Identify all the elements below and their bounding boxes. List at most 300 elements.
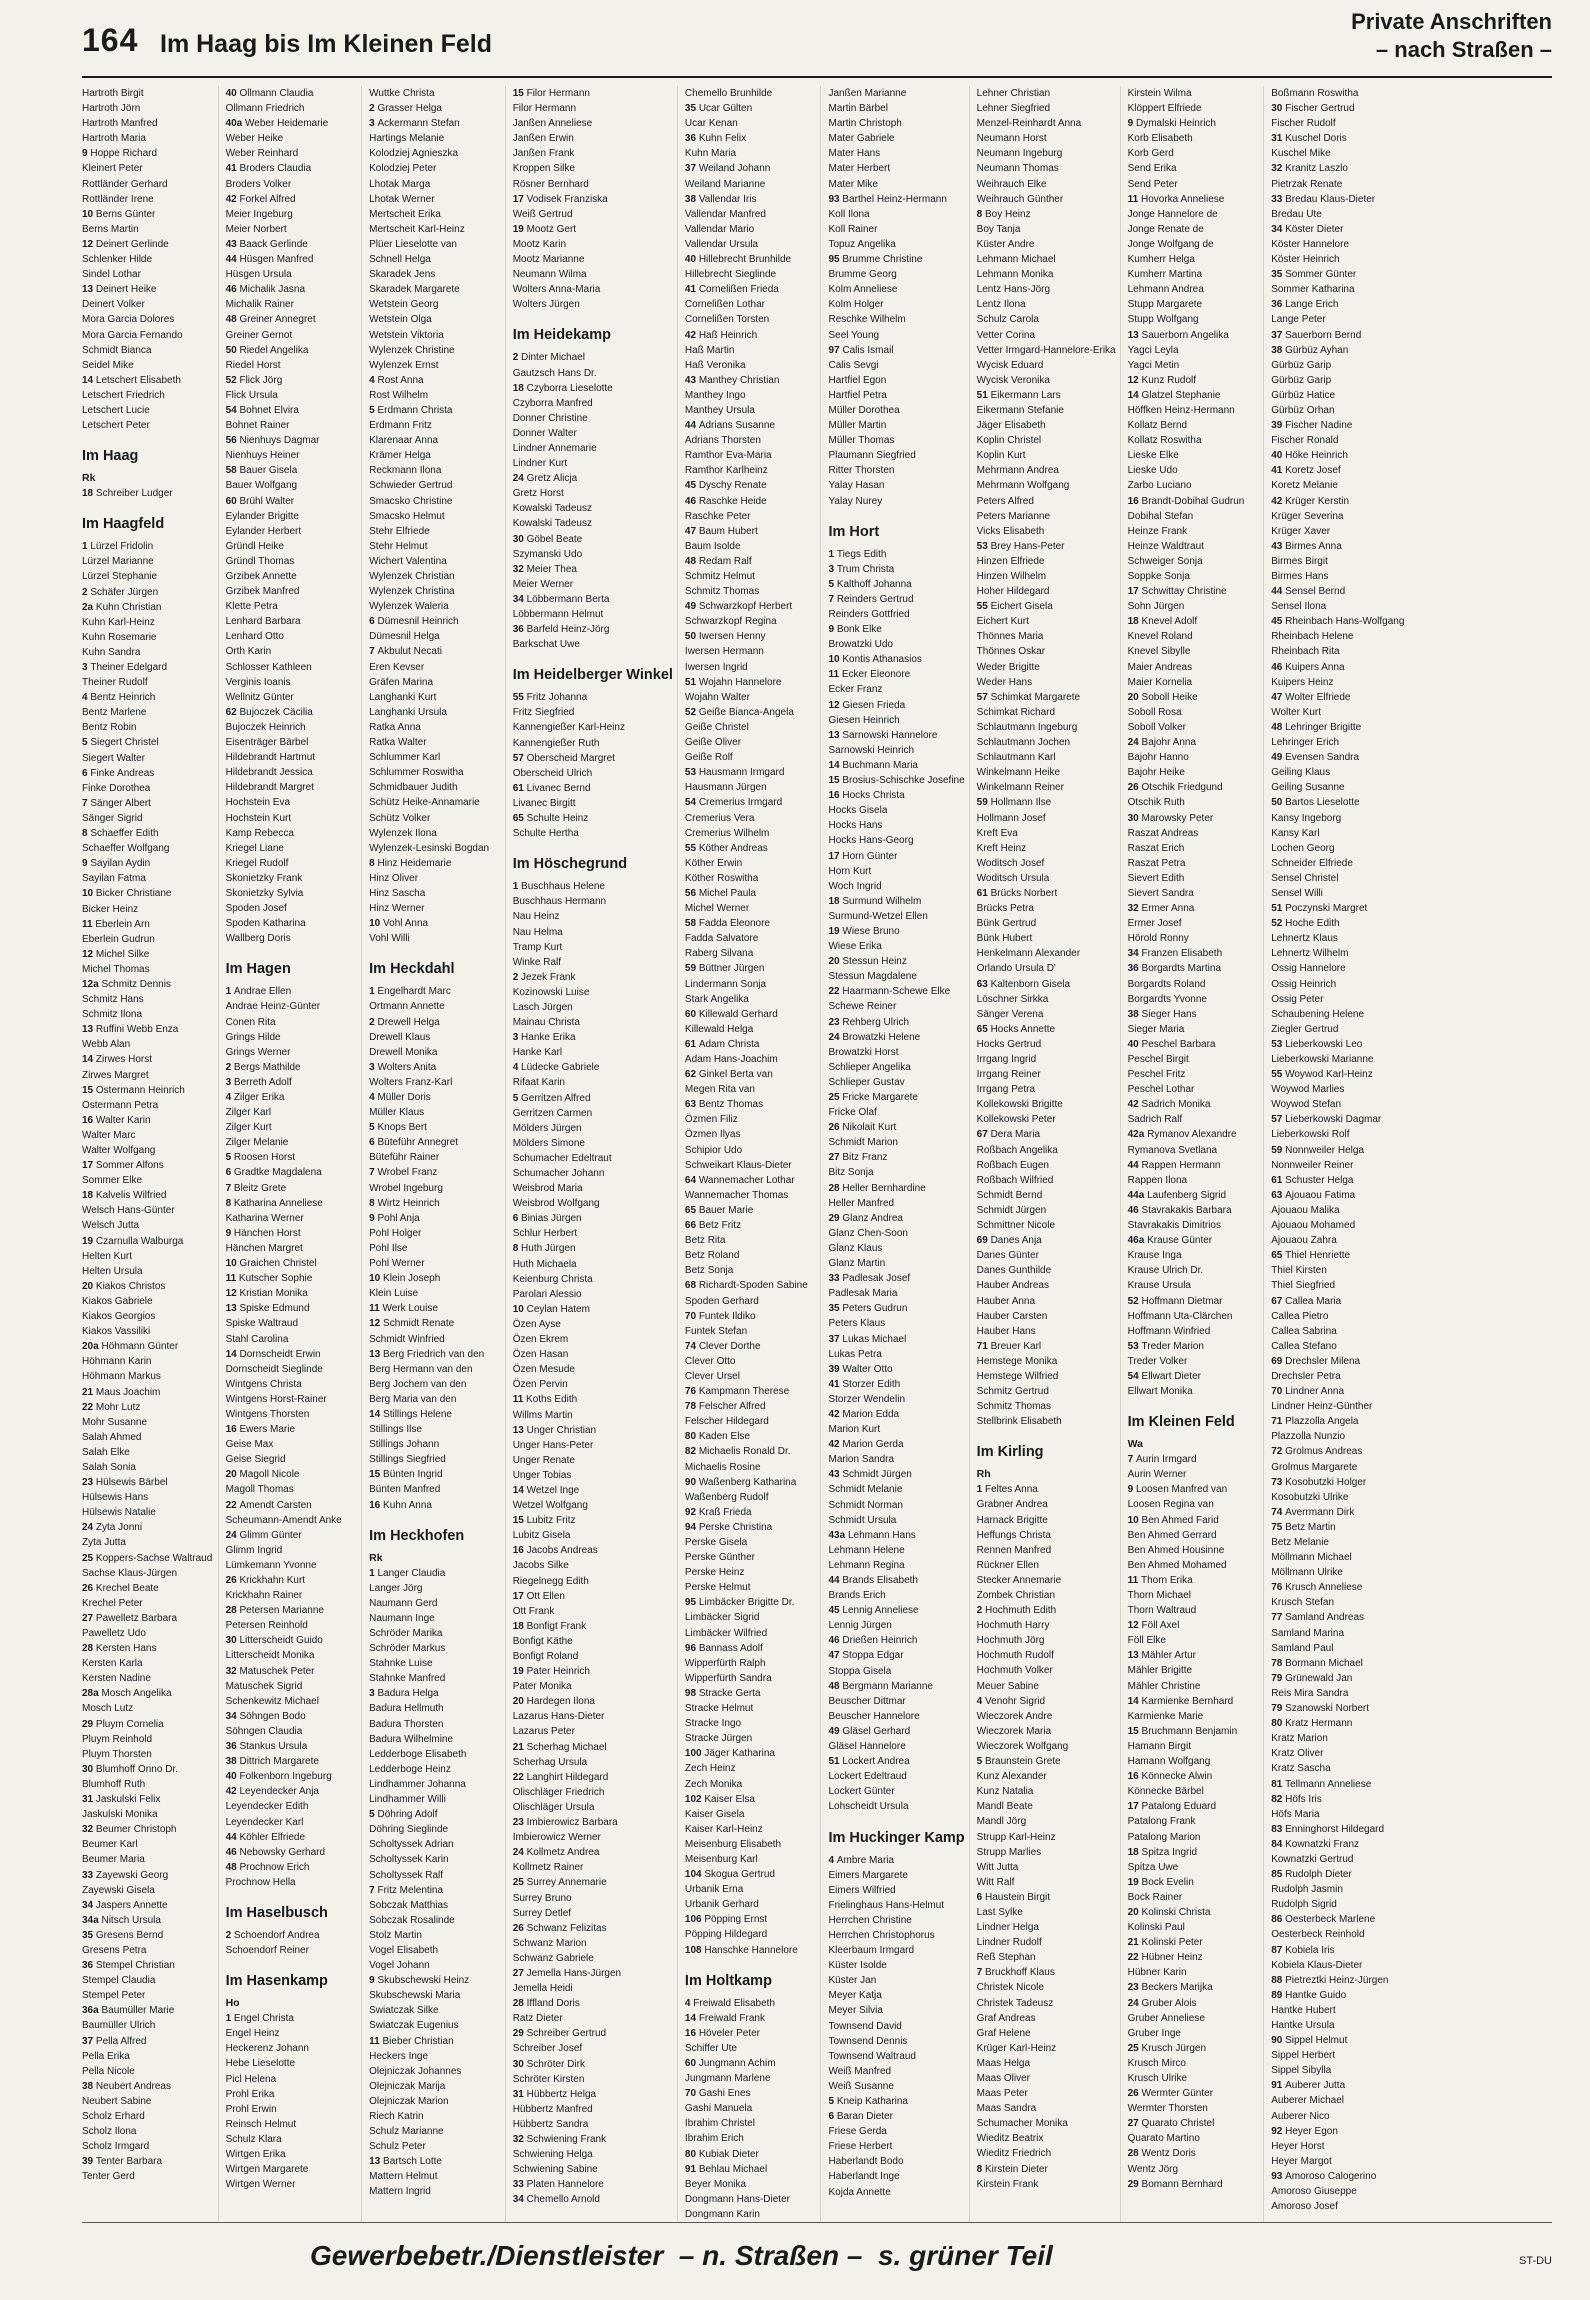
directory-entry — [226, 1943, 358, 1958]
directory-entry — [685, 2026, 817, 2041]
directory-entry — [513, 1800, 673, 1815]
house-number: 39 — [82, 2156, 96, 2168]
directory-entry — [369, 1286, 501, 1301]
resident-name: Finke Andreas — [90, 767, 155, 779]
directory-entry — [977, 1248, 1116, 1263]
house-number: 5 — [828, 2096, 837, 2107]
house-number: 40a — [225, 118, 246, 130]
resident-name: Schreiber Ludger — [95, 488, 173, 500]
directory-entry — [513, 1906, 673, 1921]
resident-name: Sarnowski Hannelore — [842, 729, 938, 741]
directory-entry — [828, 448, 964, 463]
directory-entry — [82, 1943, 214, 1958]
resident-name: Maas Peter — [976, 2088, 1028, 2100]
resident-name: Ossig Hannelore — [1271, 963, 1346, 975]
resident-name: Scholz Irmgard — [82, 2141, 150, 2153]
resident-name: Thorn Waltraud — [1127, 1605, 1197, 1617]
directory-entry — [1271, 448, 1404, 463]
directory-entry — [82, 1385, 214, 1400]
resident-name: Löbbermann Berta — [526, 593, 610, 605]
resident-name: Krusch Ulrike — [1127, 2073, 1188, 2084]
resident-name: Badura Helga — [377, 1688, 439, 1700]
resident-name: Mosch Lutz — [82, 1703, 134, 1715]
resident-name: Bajohr Hanno — [1127, 752, 1189, 764]
directory-entry — [1271, 660, 1404, 675]
house-number: 34 — [225, 1710, 240, 1722]
directory-entry — [685, 252, 817, 267]
directory-entry — [513, 2147, 673, 2162]
directory-entry — [82, 1052, 214, 1067]
resident-name: Greiner Annegret — [239, 314, 316, 326]
resident-name: Wolters Anita — [377, 1061, 437, 1073]
directory-entry — [226, 871, 358, 886]
directory-entry — [1128, 2011, 1260, 2026]
directory-entry — [513, 381, 673, 396]
resident-name: Janßen Erwin — [512, 133, 574, 145]
directory-column — [977, 86, 1121, 2222]
directory-entry — [1271, 826, 1404, 841]
directory-entry — [828, 177, 964, 192]
resident-name: Maus Joachim — [95, 1386, 161, 1398]
street-heading: Im Heckhofen — [369, 1527, 465, 1544]
resident-name: Strupp Karl-Heinz — [976, 1831, 1056, 1843]
resident-name: Meyer Katja — [828, 1990, 882, 2002]
resident-name: Behlau Michael — [698, 2163, 768, 2175]
directory-entry — [369, 599, 501, 614]
resident-name: Storzer Wendelin — [828, 1393, 906, 1405]
resident-name: Matuschek Peter — [239, 1665, 315, 1677]
directory-entry — [226, 1407, 358, 1422]
directory-entry — [1128, 1067, 1260, 1082]
resident-name: Köhler Elfriede — [239, 1831, 306, 1843]
directory-entry — [828, 1135, 964, 1150]
resident-name: Eberlein Gudrun — [82, 933, 155, 945]
resident-name: Raszat Erich — [1127, 842, 1185, 854]
directory-entry — [828, 954, 964, 969]
directory-entry — [977, 343, 1116, 358]
directory-entry — [1271, 1701, 1404, 1716]
directory-entry — [828, 2064, 964, 2079]
resident-name: Amoroso Giuseppe — [1271, 2186, 1357, 2198]
resident-name: Zilger Karl — [225, 1107, 272, 1119]
directory-entry — [1128, 1694, 1260, 1709]
house-number: 26 — [828, 1122, 843, 1134]
directory-entry — [513, 2192, 673, 2207]
resident-name: Zirwes Margret — [82, 1069, 149, 1081]
resident-name: Hüsgen Ursula — [225, 269, 292, 281]
directory-entry — [226, 1437, 358, 1452]
directory-entry — [828, 1943, 964, 1958]
directory-entry — [1271, 358, 1404, 373]
resident-name: Barfeld Heinz-Jörg — [526, 624, 610, 636]
resident-name: Filor Hermann — [526, 88, 590, 99]
directory-entry — [82, 1143, 214, 1158]
directory-entry — [1271, 388, 1404, 403]
directory-entry — [226, 1513, 358, 1528]
house-number: 26 — [225, 1575, 240, 1586]
resident-name: Krause Günter — [1147, 1235, 1213, 1247]
resident-name: Wiese Bruno — [842, 925, 900, 937]
resident-name: Horn Günter — [842, 850, 898, 862]
resident-name: Schipior Udo — [684, 1144, 743, 1156]
resident-name: Köther Andreas — [698, 842, 768, 854]
directory-entry — [977, 1203, 1116, 1218]
house-number: 13 — [369, 2156, 384, 2168]
resident-name: Pietreztki Heinz-Jürgen — [1285, 1974, 1389, 1986]
directory-entry — [828, 622, 964, 637]
resident-name: Otschik Friedgund — [1141, 782, 1223, 794]
directory-entry — [1271, 1988, 1404, 2003]
directory-entry — [828, 909, 964, 924]
resident-name: Baran Dieter — [836, 2111, 893, 2123]
directory-entry — [977, 1814, 1116, 1829]
house-number: 61 — [1271, 1174, 1286, 1186]
house-number: 33 — [82, 1869, 96, 1881]
house-number: 17 — [828, 850, 843, 862]
resident-name: Pella Nicole — [82, 2065, 135, 2077]
directory-entry — [1271, 629, 1404, 644]
resident-name: Thönnes Oskar — [976, 646, 1046, 658]
house-number: 3 — [828, 563, 837, 575]
resident-name: Lenhard Otto — [225, 631, 284, 643]
resident-name: Marowsky Peter — [1141, 812, 1214, 824]
directory-entry — [82, 1007, 214, 1022]
directory-entry — [685, 1882, 817, 1897]
resident-name: Wylenzek-Lesinski Bogdan — [369, 842, 490, 854]
resident-name: Kollmetz Rainer — [512, 1862, 584, 1874]
house-number: 45 — [684, 480, 699, 492]
directory-entry — [828, 1498, 964, 1513]
resident-name: Magoll Nicole — [239, 1469, 300, 1481]
directory-entry — [1271, 192, 1404, 207]
resident-name: Höhmann Günter — [101, 1341, 179, 1353]
resident-name: Schoendorf Reiner — [225, 1945, 309, 1957]
house-number: 22 — [512, 1771, 527, 1783]
directory-entry — [369, 222, 501, 237]
resident-name: Huth Michaela — [512, 1258, 577, 1270]
house-number: 59 — [976, 797, 991, 809]
resident-name: Hartfiel Petra — [828, 389, 887, 401]
directory-entry — [82, 1641, 214, 1656]
resident-name: Stehr Elfriede — [369, 525, 430, 537]
resident-name: Özmen Ilyas — [684, 1129, 741, 1141]
resident-name: Eimers Wilfried — [828, 1884, 896, 1896]
resident-name: Sippel Helmut — [1285, 2035, 1348, 2047]
resident-name: Weber Heike — [225, 133, 284, 145]
resident-name: Stavrakakis Barbara — [1141, 1204, 1232, 1216]
house-number: 42 — [225, 193, 240, 205]
resident-name: Haß Martin — [684, 344, 735, 356]
house-number: 6 — [82, 767, 91, 779]
directory-entry — [685, 177, 817, 192]
resident-name: Heyer Horst — [1271, 2140, 1325, 2152]
resident-name: Amendt Carsten — [239, 1499, 312, 1511]
resident-name: Söhngen Claudia — [225, 1725, 303, 1737]
house-number: 22 — [1127, 1952, 1142, 1964]
resident-name: Breuer Karl — [990, 1340, 1042, 1352]
resident-name: Menzel-Reinhardt Anna — [976, 118, 1082, 130]
directory-entry — [226, 1664, 358, 1679]
directory-entry — [226, 1211, 358, 1226]
resident-name: Bredau Klaus-Dieter — [1285, 193, 1376, 205]
directory-entry — [828, 1286, 964, 1301]
directory-entry — [226, 931, 358, 946]
directory-entry — [828, 698, 964, 713]
house-number: 18 — [82, 1190, 96, 1202]
resident-name: Hocks Christa — [842, 790, 905, 802]
resident-name: Wolters Franz-Karl — [369, 1076, 453, 1088]
directory-entry — [977, 388, 1116, 403]
directory-entry — [1271, 418, 1404, 433]
house-number: 44 — [684, 420, 699, 432]
resident-name: Graichen Christel — [239, 1258, 317, 1270]
resident-name: Petersen Reinhold — [225, 1620, 308, 1632]
directory-entry — [513, 350, 673, 365]
resident-name: Schaeffer Edith — [90, 828, 159, 840]
resident-name: Knevel Roland — [1127, 631, 1193, 643]
resident-name: Haberlandt Bodo — [828, 2156, 904, 2168]
directory-entry — [369, 1422, 501, 1437]
house-number: 33 — [828, 1273, 843, 1285]
directory-entry — [226, 1347, 358, 1362]
directory-entry — [1271, 1158, 1404, 1173]
directory-entry — [977, 1127, 1116, 1142]
directory-entry — [685, 478, 817, 493]
resident-name: Ostermann Petra — [82, 1099, 159, 1111]
directory-entry — [828, 418, 964, 433]
resident-name: Skogua Gertrud — [704, 1869, 775, 1881]
directory-entry — [369, 1641, 501, 1656]
directory-entry — [828, 2019, 964, 2034]
street-heading: Im Holtkamp — [684, 1972, 772, 1989]
directory-entry — [369, 999, 501, 1014]
directory-entry — [977, 373, 1116, 388]
resident-name: Birmes Anna — [1285, 540, 1342, 552]
resident-name: Pohl Werner — [369, 1258, 425, 1270]
resident-name: Treder Volker — [1127, 1355, 1188, 1367]
directory-entry — [685, 1822, 817, 1837]
house-number: 19 — [512, 223, 527, 235]
resident-name: Sommer Elke — [82, 1175, 143, 1187]
resident-name: Glanz Andrea — [842, 1212, 903, 1224]
directory-entry — [513, 879, 673, 894]
resident-name: Rudolph Jasmin — [1271, 1884, 1343, 1896]
resident-name: Stark Angelika — [684, 993, 749, 1005]
resident-name: Rost Anna — [377, 374, 424, 386]
directory-entry — [685, 2011, 817, 2026]
directory-entry — [977, 1309, 1116, 1324]
resident-name: Browatzki Helene — [842, 1031, 921, 1043]
directory-entry — [977, 358, 1116, 373]
directory-entry — [1128, 1980, 1260, 1995]
directory-entry — [82, 2003, 214, 2018]
resident-name: Iwersen Henny — [698, 631, 766, 643]
directory-entry — [82, 1445, 214, 1460]
resident-name: Ajouaou Mohamed — [1271, 1220, 1356, 1232]
resident-name: Wojahn Walter — [684, 691, 750, 703]
resident-name: Stolz Martin — [369, 1929, 422, 1941]
resident-name: Lochen Georg — [1271, 842, 1335, 854]
resident-name: Lindhammer Willi — [369, 1794, 446, 1806]
directory-entry — [226, 146, 358, 161]
directory-entry — [226, 1030, 358, 1045]
resident-name: Wylenzek Christina — [369, 586, 455, 598]
resident-name: Kaden Else — [698, 1431, 750, 1443]
directory-entry — [369, 2184, 501, 2199]
resident-name: Olejniczak Marion — [369, 2095, 449, 2107]
directory-entry — [977, 448, 1116, 463]
resident-name: Eylander Brigitte — [225, 510, 299, 522]
directory-entry — [685, 1354, 817, 1369]
directory-entry — [513, 456, 673, 471]
directory-entry — [828, 343, 964, 358]
directory-entry — [1271, 1595, 1404, 1610]
directory-entry — [369, 2049, 501, 2064]
resident-name: Schmidt Jürgen — [842, 1469, 912, 1481]
directory-entry — [828, 161, 964, 176]
resident-name: Drechsler Milena — [1285, 1355, 1361, 1367]
resident-name: Lentz Hans-Jörg — [976, 284, 1051, 296]
resident-name: Kuhn Felix — [698, 133, 747, 145]
resident-name: Baum Isolde — [684, 540, 741, 552]
resident-name: Geiling Klaus — [1271, 767, 1331, 779]
resident-name: Reinders Gertrud — [836, 593, 914, 605]
directory-entry — [685, 1203, 817, 1218]
directory-entry — [977, 207, 1116, 222]
resident-name: Höveler Peter — [698, 2027, 760, 2039]
resident-name: Evensen Sandra — [1285, 752, 1360, 764]
resident-name: Leyendecker Karl — [225, 1816, 304, 1828]
resident-name: Harnack Brigitte — [976, 1514, 1048, 1526]
resident-name: Scholtyssek Ralf — [369, 1869, 444, 1881]
resident-name: Townsend Dennis — [828, 2035, 908, 2047]
directory-entry — [1128, 750, 1260, 765]
resident-name: Dornscheidt Erwin — [239, 1348, 321, 1360]
resident-name: Büteführ Annegret — [377, 1137, 459, 1149]
house-number: 13 — [1127, 329, 1142, 341]
directory-entry — [685, 237, 817, 252]
directory-entry — [977, 750, 1116, 765]
house-number: 44 — [1271, 586, 1286, 598]
directory-entry — [977, 2146, 1116, 2161]
directory-entry — [513, 1649, 673, 1664]
resident-name: Haß Heinrich — [698, 329, 758, 341]
resident-name: Wetzel Wolfgang — [512, 1500, 588, 1512]
resident-name: Patalong Marion — [1127, 1831, 1201, 1843]
resident-name: Sensel Willi — [1271, 887, 1323, 899]
directory-entry — [226, 1860, 358, 1875]
directory-entry — [828, 1958, 964, 1973]
resident-name: Jungmann Achim — [698, 2058, 776, 2069]
directory-entry — [82, 751, 214, 766]
directory-entry — [1128, 539, 1260, 554]
directory-entry — [1128, 2056, 1260, 2071]
resident-name: Bonfigt Käthe — [512, 1635, 573, 1647]
directory-entry — [685, 735, 817, 750]
resident-name: Wirtz Heinrich — [377, 1197, 440, 1209]
directory-entry — [1128, 343, 1260, 358]
directory-entry — [1271, 1731, 1404, 1746]
resident-name: Badura Wilhelmine — [369, 1733, 454, 1745]
house-number: 14 — [512, 1484, 527, 1496]
resident-name: Kalthoff Johanna — [836, 578, 912, 590]
directory-entry — [1128, 373, 1260, 388]
resident-name: Möllmann Ulrike — [1271, 1567, 1343, 1579]
directory-entry — [82, 2049, 214, 2064]
resident-name: Schulte Hertha — [512, 828, 579, 840]
house-number: 55 — [1271, 1069, 1286, 1081]
directory-entry — [977, 1067, 1116, 1082]
resident-name: Lindner Helga — [976, 1922, 1039, 1934]
directory-entry — [977, 403, 1116, 418]
resident-name: Surrey Detlef — [512, 1907, 572, 1919]
resident-name: Olejniczak Johannes — [369, 2065, 462, 2077]
resident-name: Hamann Birgit — [1127, 1740, 1191, 1752]
directory-entry — [226, 2087, 358, 2102]
directory-entry — [977, 826, 1116, 841]
directory-entry — [513, 1709, 673, 1724]
directory-entry — [513, 1347, 673, 1362]
directory-entry — [226, 1799, 358, 1814]
resident-name: Hoppe Richard — [90, 148, 158, 160]
directory-entry — [82, 1037, 214, 1052]
directory-entry — [1128, 463, 1260, 478]
directory-entry — [513, 1226, 673, 1241]
resident-name: Ibrahim Erich — [684, 2133, 744, 2145]
resident-name: Hoche Edith — [1285, 918, 1340, 930]
resident-name: Sindel Lothar — [82, 269, 141, 281]
directory-entry — [82, 1324, 214, 1339]
directory-entry — [828, 1256, 964, 1271]
directory-entry — [977, 1845, 1116, 1860]
directory-entry — [513, 1287, 673, 1302]
directory-entry — [513, 516, 673, 531]
resident-name: Letschert Elisabeth — [95, 374, 181, 386]
resident-name: Maas Helga — [976, 2057, 1031, 2069]
house-number: 12 — [828, 699, 843, 711]
directory-entry — [685, 1580, 817, 1595]
directory-entry — [828, 1913, 964, 1928]
directory-entry — [369, 1656, 501, 1671]
directory-entry — [513, 2177, 673, 2192]
house-number: 11 — [1127, 1574, 1141, 1586]
directory-entry — [226, 1075, 358, 1090]
resident-name: Hemstege Monika — [976, 1355, 1058, 1367]
resident-name: Danes Günter — [976, 1250, 1039, 1262]
resident-name: Kuhn Karl-Heinz — [82, 616, 155, 628]
resident-name: Zayewski Gisela — [82, 1884, 155, 1896]
resident-name: Korb Gerd — [1127, 148, 1174, 160]
directory-entry — [685, 192, 817, 207]
directory-entry — [82, 267, 214, 282]
resident-name: Wycisk Eduard — [976, 359, 1044, 371]
house-number: 32 — [512, 563, 527, 575]
resident-name: Schumacher Johann — [512, 1168, 605, 1179]
directory-entry — [828, 969, 964, 984]
directory-entry — [369, 131, 501, 146]
directory-entry — [685, 1943, 817, 1958]
directory-entry — [513, 1151, 673, 1166]
house-number: 35 — [82, 1929, 96, 1941]
house-number: 9 — [82, 148, 91, 160]
directory-entry — [1128, 146, 1260, 161]
resident-name: Rappen Ilona — [1127, 1174, 1188, 1186]
house-number: 30 — [512, 533, 527, 545]
directory-entry — [685, 161, 817, 176]
resident-name: Wieditz Friedrich — [976, 2148, 1052, 2160]
directory-entry — [685, 946, 817, 961]
directory-entry — [226, 358, 358, 373]
